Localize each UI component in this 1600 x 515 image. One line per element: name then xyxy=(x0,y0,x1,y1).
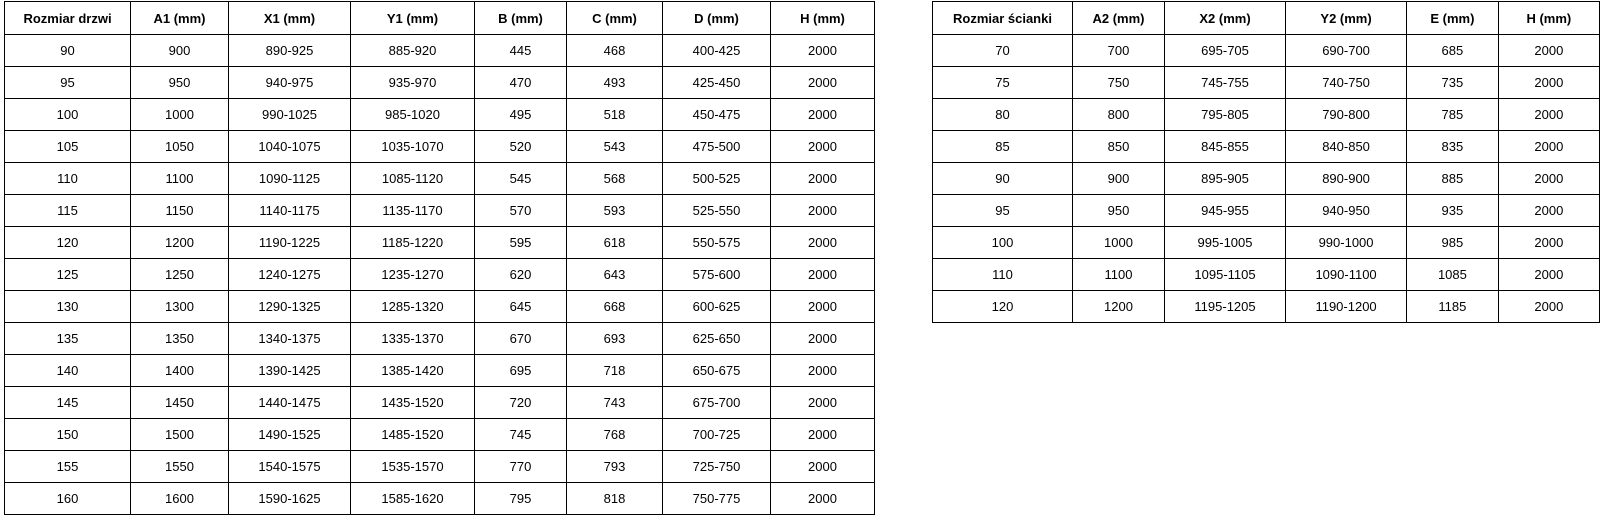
cell: 2000 xyxy=(771,291,875,323)
cell: 745 xyxy=(475,419,567,451)
cell: 745-755 xyxy=(1165,67,1286,99)
cell: 100 xyxy=(933,227,1073,259)
cell: 935-970 xyxy=(351,67,475,99)
cell: 520 xyxy=(475,131,567,163)
table-row xyxy=(5,323,875,355)
cell: 768 xyxy=(567,419,663,451)
cell: 900 xyxy=(1072,163,1164,195)
table-row xyxy=(5,451,875,483)
cell: 95 xyxy=(5,67,131,99)
table-row xyxy=(5,131,875,163)
table-row xyxy=(5,195,875,227)
table-row xyxy=(933,35,1600,67)
table-header-row xyxy=(5,2,875,35)
table-row xyxy=(933,259,1600,291)
cell: 495 xyxy=(475,99,567,131)
table-row xyxy=(5,99,875,131)
cell: 1535-1570 xyxy=(351,451,475,483)
cell: 2000 xyxy=(771,355,875,387)
cell: 750 xyxy=(1072,67,1164,99)
cell: 818 xyxy=(567,483,663,515)
cell: 2000 xyxy=(771,195,875,227)
cell: 150 xyxy=(5,419,131,451)
cell: 840-850 xyxy=(1286,131,1407,163)
cell: 115 xyxy=(5,195,131,227)
cell: 1090-1125 xyxy=(229,163,351,195)
cell: 2000 xyxy=(1498,131,1599,163)
cell: 70 xyxy=(933,35,1073,67)
cell: 2000 xyxy=(771,67,875,99)
cell: 670 xyxy=(475,323,567,355)
cell: 985-1020 xyxy=(351,99,475,131)
cell: 885-920 xyxy=(351,35,475,67)
cell: 75 xyxy=(933,67,1073,99)
cell: 575-600 xyxy=(663,259,771,291)
cell: 85 xyxy=(933,131,1073,163)
cell: 600-625 xyxy=(663,291,771,323)
cell: 718 xyxy=(567,355,663,387)
cell: 1190-1225 xyxy=(229,227,351,259)
cell: 620 xyxy=(475,259,567,291)
cell: 685 xyxy=(1407,35,1499,67)
table-row xyxy=(933,291,1600,323)
cell: 1240-1275 xyxy=(229,259,351,291)
column-header-c: C (mm) xyxy=(567,2,663,35)
cell: 2000 xyxy=(771,259,875,291)
cell: 890-900 xyxy=(1286,163,1407,195)
cell: 1140-1175 xyxy=(229,195,351,227)
cell: 140 xyxy=(5,355,131,387)
cell: 690-700 xyxy=(1286,35,1407,67)
cell: 650-675 xyxy=(663,355,771,387)
cell: 1385-1420 xyxy=(351,355,475,387)
cell: 120 xyxy=(933,291,1073,323)
cell: 1100 xyxy=(1072,259,1164,291)
cell: 1285-1320 xyxy=(351,291,475,323)
cell: 425-450 xyxy=(663,67,771,99)
cell: 445 xyxy=(475,35,567,67)
cell: 1000 xyxy=(131,99,229,131)
table-row xyxy=(5,227,875,259)
cell: 1485-1520 xyxy=(351,419,475,451)
cell: 493 xyxy=(567,67,663,99)
cell: 990-1000 xyxy=(1286,227,1407,259)
cell: 1290-1325 xyxy=(229,291,351,323)
column-header-rozmiar-drzwi: Rozmiar drzwi xyxy=(5,2,131,35)
cell: 2000 xyxy=(771,35,875,67)
column-header-h: H (mm) xyxy=(1498,2,1599,35)
cell: 2000 xyxy=(1498,67,1599,99)
cell: 835 xyxy=(1407,131,1499,163)
table-row xyxy=(933,67,1600,99)
wall-table-body xyxy=(933,35,1600,323)
table-row xyxy=(5,483,875,515)
cell: 1095-1105 xyxy=(1165,259,1286,291)
cell: 1590-1625 xyxy=(229,483,351,515)
cell: 1500 xyxy=(131,419,229,451)
cell: 1400 xyxy=(131,355,229,387)
cell: 800 xyxy=(1072,99,1164,131)
cell: 625-650 xyxy=(663,323,771,355)
cell: 135 xyxy=(5,323,131,355)
column-header-x2: X2 (mm) xyxy=(1165,2,1286,35)
cell: 525-550 xyxy=(663,195,771,227)
cell: 2000 xyxy=(1498,259,1599,291)
cell: 2000 xyxy=(771,387,875,419)
cell: 985 xyxy=(1407,227,1499,259)
cell: 618 xyxy=(567,227,663,259)
table-row xyxy=(5,35,875,67)
cell: 890-925 xyxy=(229,35,351,67)
cell: 1350 xyxy=(131,323,229,355)
cell: 735 xyxy=(1407,67,1499,99)
column-header-b: B (mm) xyxy=(475,2,567,35)
cell: 130 xyxy=(5,291,131,323)
cell: 2000 xyxy=(1498,163,1599,195)
column-header-e: E (mm) xyxy=(1407,2,1499,35)
cell: 2000 xyxy=(1498,99,1599,131)
doors-dimensions-table xyxy=(4,1,875,515)
wall-dimensions-table xyxy=(932,1,1600,323)
table-row xyxy=(5,163,875,195)
cell: 2000 xyxy=(771,163,875,195)
cell: 643 xyxy=(567,259,663,291)
column-header-rozmiar-scianki: Rozmiar ścianki xyxy=(933,2,1073,35)
table-row xyxy=(5,259,875,291)
cell: 90 xyxy=(5,35,131,67)
cell: 125 xyxy=(5,259,131,291)
cell: 1185-1220 xyxy=(351,227,475,259)
column-header-d: D (mm) xyxy=(663,2,771,35)
cell: 160 xyxy=(5,483,131,515)
cell: 90 xyxy=(933,163,1073,195)
table-row xyxy=(933,131,1600,163)
cell: 1600 xyxy=(131,483,229,515)
cell: 785 xyxy=(1407,99,1499,131)
cell: 900 xyxy=(131,35,229,67)
cell: 570 xyxy=(475,195,567,227)
cell: 1090-1100 xyxy=(1286,259,1407,291)
cell: 990-1025 xyxy=(229,99,351,131)
cell: 1100 xyxy=(131,163,229,195)
cell: 80 xyxy=(933,99,1073,131)
cell: 2000 xyxy=(771,227,875,259)
cell: 1435-1520 xyxy=(351,387,475,419)
cell: 550-575 xyxy=(663,227,771,259)
cell: 2000 xyxy=(771,131,875,163)
cell: 1035-1070 xyxy=(351,131,475,163)
cell: 1000 xyxy=(1072,227,1164,259)
cell: 790-800 xyxy=(1286,99,1407,131)
cell: 725-750 xyxy=(663,451,771,483)
cell: 105 xyxy=(5,131,131,163)
cell: 2000 xyxy=(1498,291,1599,323)
cell: 675-700 xyxy=(663,387,771,419)
cell: 1135-1170 xyxy=(351,195,475,227)
cell: 2000 xyxy=(771,99,875,131)
column-header-y1: Y1 (mm) xyxy=(351,2,475,35)
cell: 1335-1370 xyxy=(351,323,475,355)
table-row xyxy=(5,291,875,323)
cell: 1550 xyxy=(131,451,229,483)
cell: 700 xyxy=(1072,35,1164,67)
cell: 1040-1075 xyxy=(229,131,351,163)
cell: 770 xyxy=(475,451,567,483)
cell: 1440-1475 xyxy=(229,387,351,419)
cell: 1540-1575 xyxy=(229,451,351,483)
cell: 2000 xyxy=(1498,195,1599,227)
cell: 1450 xyxy=(131,387,229,419)
table-row xyxy=(5,67,875,99)
cell: 545 xyxy=(475,163,567,195)
cell: 845-855 xyxy=(1165,131,1286,163)
cell: 693 xyxy=(567,323,663,355)
cell: 1250 xyxy=(131,259,229,291)
cell: 695 xyxy=(475,355,567,387)
table-row xyxy=(5,387,875,419)
cell: 940-950 xyxy=(1286,195,1407,227)
column-header-h: H (mm) xyxy=(771,2,875,35)
cell: 2000 xyxy=(771,483,875,515)
cell: 750-775 xyxy=(663,483,771,515)
cell: 500-525 xyxy=(663,163,771,195)
cell: 740-750 xyxy=(1286,67,1407,99)
cell: 100 xyxy=(5,99,131,131)
cell: 1190-1200 xyxy=(1286,291,1407,323)
cell: 720 xyxy=(475,387,567,419)
cell: 1085-1120 xyxy=(351,163,475,195)
cell: 1185 xyxy=(1407,291,1499,323)
column-header-a2: A2 (mm) xyxy=(1072,2,1164,35)
cell: 468 xyxy=(567,35,663,67)
cell: 1585-1620 xyxy=(351,483,475,515)
cell: 645 xyxy=(475,291,567,323)
cell: 1150 xyxy=(131,195,229,227)
cell: 1200 xyxy=(1072,291,1164,323)
cell: 145 xyxy=(5,387,131,419)
cell: 795 xyxy=(475,483,567,515)
column-header-x1: X1 (mm) xyxy=(229,2,351,35)
cell: 950 xyxy=(1072,195,1164,227)
cell: 450-475 xyxy=(663,99,771,131)
cell: 568 xyxy=(567,163,663,195)
cell: 110 xyxy=(5,163,131,195)
cell: 695-705 xyxy=(1165,35,1286,67)
cell: 995-1005 xyxy=(1165,227,1286,259)
cell: 2000 xyxy=(771,451,875,483)
cell: 475-500 xyxy=(663,131,771,163)
cell: 700-725 xyxy=(663,419,771,451)
cell: 940-975 xyxy=(229,67,351,99)
table-row xyxy=(933,195,1600,227)
cell: 1200 xyxy=(131,227,229,259)
table-row xyxy=(933,99,1600,131)
cell: 2000 xyxy=(771,323,875,355)
cell: 1235-1270 xyxy=(351,259,475,291)
doors-table-body xyxy=(5,35,875,515)
cell: 1050 xyxy=(131,131,229,163)
cell: 1300 xyxy=(131,291,229,323)
table-row xyxy=(933,163,1600,195)
cell: 950 xyxy=(131,67,229,99)
table-header-row xyxy=(933,2,1600,35)
cell: 885 xyxy=(1407,163,1499,195)
cell: 110 xyxy=(933,259,1073,291)
cell: 593 xyxy=(567,195,663,227)
doors-table-header xyxy=(5,2,875,35)
cell: 2000 xyxy=(1498,35,1599,67)
cell: 795-805 xyxy=(1165,99,1286,131)
cell: 668 xyxy=(567,291,663,323)
cell: 120 xyxy=(5,227,131,259)
cell: 945-955 xyxy=(1165,195,1286,227)
cell: 155 xyxy=(5,451,131,483)
cell: 400-425 xyxy=(663,35,771,67)
table-row xyxy=(5,419,875,451)
column-header-a1: A1 (mm) xyxy=(131,2,229,35)
cell: 1340-1375 xyxy=(229,323,351,355)
wall-table-header xyxy=(933,2,1600,35)
cell: 470 xyxy=(475,67,567,99)
cell: 1195-1205 xyxy=(1165,291,1286,323)
cell: 543 xyxy=(567,131,663,163)
cell: 935 xyxy=(1407,195,1499,227)
cell: 2000 xyxy=(771,419,875,451)
column-header-y2: Y2 (mm) xyxy=(1286,2,1407,35)
cell: 1490-1525 xyxy=(229,419,351,451)
cell: 2000 xyxy=(1498,227,1599,259)
cell: 895-905 xyxy=(1165,163,1286,195)
cell: 1085 xyxy=(1407,259,1499,291)
table-row xyxy=(5,355,875,387)
cell: 595 xyxy=(475,227,567,259)
cell: 95 xyxy=(933,195,1073,227)
cell: 793 xyxy=(567,451,663,483)
cell: 1390-1425 xyxy=(229,355,351,387)
cell: 743 xyxy=(567,387,663,419)
cell: 850 xyxy=(1072,131,1164,163)
table-row xyxy=(933,227,1600,259)
cell: 518 xyxy=(567,99,663,131)
